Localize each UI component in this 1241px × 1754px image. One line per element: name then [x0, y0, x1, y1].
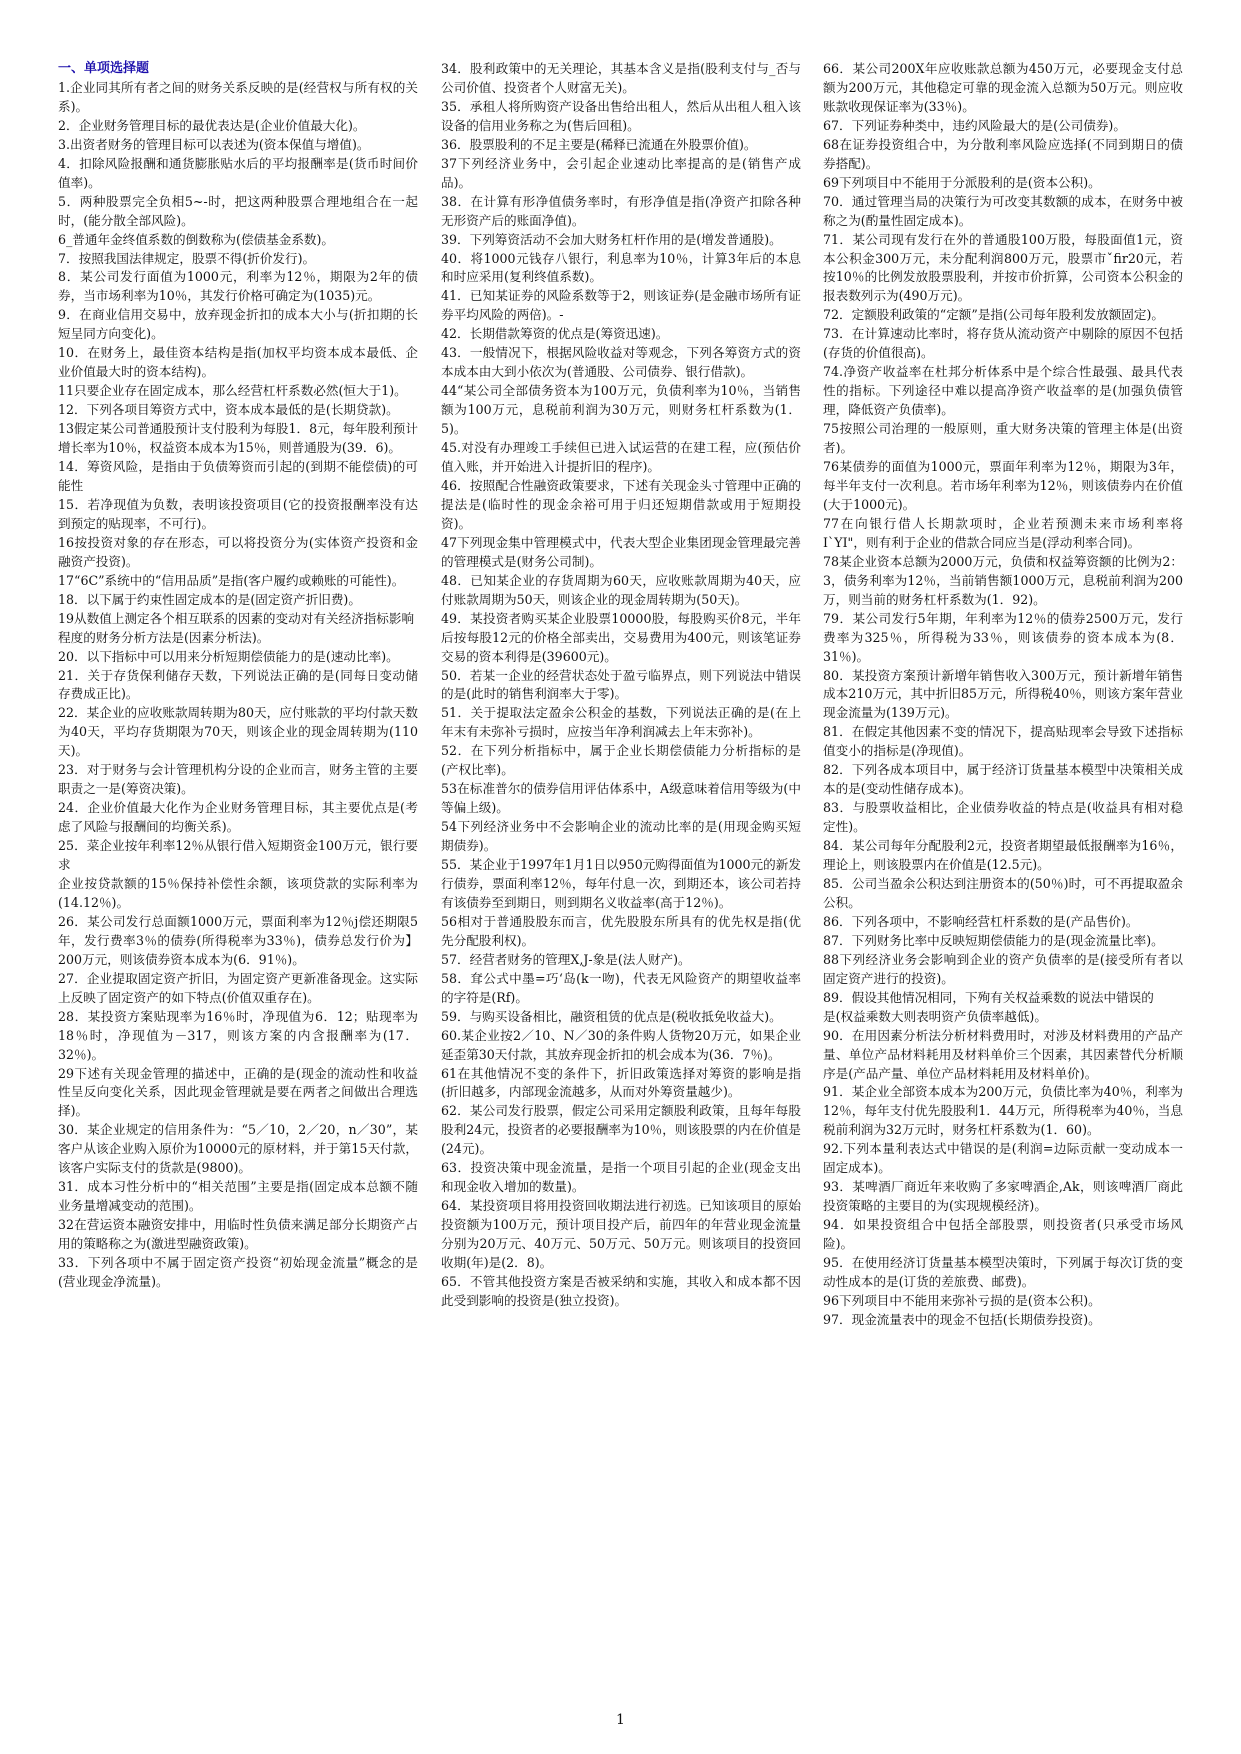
question-item: 57．经营者财务的管理X,J-象是(法人财产)。	[441, 951, 691, 967]
question-item: 97．现金流量表中的现金不包括(长期债券投资)。	[823, 1311, 1101, 1327]
question-item: 85．公司当盈余公积达到注册资本的(50％)时，可不再提取盈余公积。	[823, 875, 1183, 910]
question-item: 94．如果投资组合中包括全部股票，则投资者(只承受市场风险)。	[823, 1217, 1183, 1252]
question-item: 96下列项目中不能用来弥补亏损的是(资本公积)。	[823, 1292, 1101, 1308]
question-item: 47下列现金集中管理模式中，代表大型企业集团现金管理最完善的管理模式是(财务公司制)。	[441, 534, 801, 569]
question-item: 1.企业同其所有者之间的财务关系反映的是(经营权与所有权的关系)。	[58, 79, 418, 114]
document-page	[58, 60, 1183, 1700]
question-item: 41．已知某证券的风险系数等于2，则该证券(是金融市场所有证券平均风险的两倍)。-	[441, 288, 801, 323]
question-item: 12．下列各项目筹资方式中，资本成本最低的是(长期贷款)。	[58, 402, 399, 418]
question-item: 25．菜企业按年利率12％从银行借入短期资金100万元，银行要求	[58, 838, 418, 873]
question-item: 53在标准普尔的债券信用评估体系中，A级意味着信用等级为(中等偏上级)。	[441, 781, 801, 816]
question-item: 58．耷公式中墨=巧‘岛(k一吻)，代表无风险资产的期望收益率的字符是(Rf)。	[441, 970, 801, 1005]
question-item: 22．某企业的应收账款周转期为80天，应付账款的平均付款天数为40天，平均存货期限为70天，则该企业的现金周转期为(110天)。	[58, 705, 418, 759]
question-item: 29下述有关现金管理的描述中，正确的是(现金的流动性和收益性呈反向变化关系，因此现金管理就是要在两者之间做出合理选择)。	[58, 1065, 418, 1119]
question-item: 11只要企业存在固定成本，那么经营杠杆系数必然(恒大于1)。	[58, 383, 407, 399]
question-item: 37下列经济业务中，会引起企业速动比率提高的是(销售产成品)。	[441, 155, 801, 190]
question-item: 26．某公司发行总面额1000万元，票面利率为12％j偿还期限5年，发行费率3％的债券(所得税率为33％)，债券总发行价为】200万元，则该债券资本成本为(6．91％)。	[58, 913, 418, 967]
question-item: 19从数值上测定各个相互联系的因素的变动对有关经济指标影响	[58, 610, 415, 626]
question-item: 33．下列各项中不属于固定资产投资“初始现金流量”概念的是(营业现金净流量)。	[58, 1255, 418, 1289]
question-item: 44“某公司全部债务资本为100万元，负债利率为10％，当销售额为100万元，息税前利润为30万元，则财务杠杆系数为(1．5)。	[441, 383, 801, 437]
question-item: 21．关于存货保利储存天数，下列说法正确的是(同每日变动储存费成正比)。	[58, 667, 418, 702]
question-item: 88下列经济业务会影响到企业的资产负债率的是(接受所有者以固定资产进行的投资)。	[823, 951, 1183, 986]
question-item: 55．某企业于1997年1月1日以950元购得面值为1000元的新发行债券，票面利率12％，每年付息一次，到期还本，该公司若持有该债券至到期日，则到期名义收益率(高于12％)。	[441, 857, 801, 910]
question-item: 32在营运资本融资安排中，用临时性负债来满足部分长期资产占用的策略称之为(激进型融资政策)。	[58, 1217, 418, 1252]
question-item: 69下列项目中不能用于分派股利的是(资本公积)。	[823, 174, 1101, 190]
question-item: 65．不管其他投资方案是否被采纳和实施，其收入和成本都不因此受到影响的投资是(独立投资)。	[441, 1274, 801, 1308]
question-item: 49．某投资者购买某企业股票10000股，每股购买价8元，半年后按每股12元的价格全部卖出，交易费用为400元，则该笔证券交易的资本利得是(39600元)。	[441, 610, 801, 664]
question-item: 84．某公司每年分配股利2元，投资者期望最低报酬率为16％，理论上，则该股票内在价值是(12.5元)。	[823, 838, 1183, 873]
question-item: 5．两种股票完全负相5~-时，把这两种股票合理地组合在一起时，(能分散全部风险)。	[58, 193, 418, 228]
question-item: 51．关于提取法定盈余公积金的基数，下列说法正确的是(在上年末有未弥补亏损时，应按当年净利润减去上年末弥补)。	[441, 705, 801, 740]
question-item: 28．某投资方案贴现率为16％时，净现值为6．12；贴现率为18％时，净现值为－317，则该方案的内含报酬率为(17．32％)。	[58, 1008, 418, 1062]
question-item: 8．某公司发行面值为1000元，利率为12％，期限为2年的债券，当市场利率为10％，其发行价格可确定为(1035)元。	[58, 269, 418, 304]
question-list-right	[823, 60, 1183, 1330]
question-item: 13假定某公司普通股预计支付股利为每股1．8元，每年股利预计增长率为10％，权益资本成本为15％，则普通股为(39．6)。	[58, 421, 418, 456]
question-item: 54下列经济业务中不会影响企业的流动比率的是(用现金购买短期债券)。	[441, 819, 801, 854]
question-item: 14．筹资风险，是指由于负债筹资而引起的(到期不能偿债)的可能性	[58, 459, 418, 493]
question-item: 71．某公司现有发行在外的普通股100万股，每股面值1元，资本公积金300万元，未分配利润800万元，股票市ˇfir20元，若按10％的比例发放股票股利，并按市价折算，公司资本公积金的报表数列示为(490万元)。	[823, 231, 1183, 304]
question-item: 56相对于普通股股东而言，优先股股东所具有的优先权是指(优先分配股利权)。	[441, 913, 801, 948]
question-item: 90．在用因素分析法分析材料费用时，对涉及材料费用的产品产量、单位产品材料耗用及材料单价三个因素，其因素替代分析顺序是(产品产量、单位产品材料耗用及材料单价)。	[823, 1027, 1183, 1081]
question-item: 35．承租人将所购资产设备出售给出租人，然后从出租人租入该设备的信用业务称之为(售后回租)。	[441, 98, 801, 133]
question-item: 67．下列证券种类中，违约风险最大的是(公司债券)。	[823, 117, 1126, 133]
question-item: 48．已知某企业的存货周期为60天，应收账款周期为40天，应付账款周期为50天，则该企业的现金周转期为(50天)。	[441, 572, 801, 607]
question-item: 31．成本习性分析中的“相关范围”主要是指(固定成本总额不随业务量增减变动的范围)。	[58, 1179, 418, 1214]
question-item: 75按照公司治理的一般原则，重大财务决策的管理主体是(出资者)。	[823, 421, 1183, 456]
question-item: 20．以下指标中可以用来分析短期偿债能力的是(速动比率)。	[58, 648, 399, 664]
page-number: 1	[616, 1712, 625, 1728]
question-item: 92.下列本量利表达式中错误的是(利润=边际贡献一变动成本一固定成本)。	[823, 1141, 1183, 1176]
question-item: 70．通过管理当局的决策行为可改变其数额的成本，在财务中被称之为(酌量性固定成本)。	[823, 193, 1183, 228]
question-item: 87．下列财务比率中反映短期偿债能力的是(现金流量比率)。	[823, 932, 1164, 948]
question-item: 95．在使用经济订货量基本模型决策时，下列属于每次订货的变动性成本的是(订货的差旅费、邮费)。	[823, 1255, 1183, 1289]
question-item: 39．下列筹资活动不会加大财务杠杆作用的是(增发普通股)。	[441, 231, 782, 247]
question-item: 62．某公司发行股票，假定公司采用定额股利政策，且每年每股股利24元，投资者的必要报酬率为10％，则该股票的内在价值是(24元)。	[441, 1103, 801, 1157]
question-item: 45.对没有办理竣工手续但已进入试运营的在建工程，应(预估价值入账，并开始进入计提折旧的程序)。	[441, 440, 801, 475]
question-list-middle	[441, 60, 801, 1311]
question-item: 程度的财务分析方法是(因素分析法)。	[58, 629, 270, 645]
question-item: 4．扣除风险报酬和通货膨胀贴水后的平均报酬率是(货币时间价值率)。	[58, 155, 418, 190]
question-item: 46．按照配合性融资政策要求，下述有关现金头寸管理中正确的提法是(临时性的现金余裕可用于归还短期借款或用于短期投资)。	[441, 477, 801, 531]
column-left	[58, 60, 418, 1292]
question-item: 43．一般情况下，根据风险收益对等观念，下列各筹资方式的资本成本由大到小依次为(普通股、公司债券、银行借款)。	[441, 345, 801, 380]
question-item: 63．投资决策中现金流量，是指一个项目引起的企业(现金支出和现金收入增加的数量)。	[441, 1160, 801, 1195]
question-item: 7．按照我国法律规定，股票不得(折价发行)。	[58, 250, 316, 266]
question-item: 64．某投资项目将用投资回收期法进行初选。已知该项目的原始投资额为100万元，预计项目投产后，前四年的年营业现金流量分别为20万元、40万元、50万元、50万元。则该项目的投资回收期(年)是(2．8)。	[441, 1198, 801, 1271]
question-item: 27．企业提取固定资产折旧，为固定资产更新准备现金。这实际上反映了固定资产的如下特点(价值双重存在)。	[58, 970, 418, 1005]
question-item: 42．长期借款筹资的优点是(筹资迅速)。	[441, 326, 669, 342]
question-item: 59．与购买设备相比，融资租赁的优点是(税收抵免收益大)。	[441, 1008, 782, 1024]
question-item: 79．某公司发行5年期，年利率为12％的债券2500万元，发行费率为325％，所得税为33％，则该债券的资本成本为(8．31％)。	[823, 610, 1183, 664]
question-list-left	[58, 79, 418, 1292]
question-item: 61在其他情况不变的条件下，折旧政策选择对筹资的影响是指(折旧越多，内部现金流越多，从而对外筹资量越少)。	[441, 1065, 801, 1100]
column-right	[823, 60, 1183, 1330]
question-item: 83．与股票收益相比，企业债券收益的特点是(收益具有相对稳定性)。	[823, 800, 1183, 835]
question-item: 78某企业资本总额为2000万元，负债和权益筹资额的比例为2：3，债务利率为12％，当前销售额1000万元，息税前利润为200万，则当前的财务杠杆系数为(1．92)。	[823, 553, 1183, 607]
question-item: 10．在财务上，最佳资本结构是指(加权平均资本成本最低、企业价值最大时的资本结构)。	[58, 345, 418, 380]
question-item: 52．在下列分析指标中，属于企业长期偿债能力分析指标的是(产权比率)。	[441, 743, 801, 778]
question-item: 企业按贷款额的15％保持补偿性余额，该项贷款的实际利率为(14.12％)。	[58, 875, 418, 910]
question-item: 68在证券投资组合中，为分散利率风险应选择(不同到期日的债券搭配)。	[823, 136, 1183, 171]
question-item: 82．下列各成本项目中，属于经济订货量基本模型中决策相关成本的是(变动性储存成本)。	[823, 762, 1183, 797]
question-item: 80．某投资方案预计新增年销售收入300万元，预计新增年销售成本210万元，其中折旧85万元，所得税40％，则该方案年营业现金流量为(139万元)。	[823, 667, 1183, 721]
question-item: 6_普通年金终值系数的倒数称为(偿债基金系数)。	[58, 231, 335, 247]
question-item: 38．在计算有形净值债务率时，有形净值是指(净资产扣除各种无形资产后的账面净值)。	[441, 193, 801, 228]
question-item: 81．在假定其他因素不变的情况下，提高贴现率会导致下述指标值变小的指标是(净现值)。	[823, 724, 1183, 759]
question-item: 15．若净现值为负数，表明该投资项目(它的投资报酬率没有达到预定的贴现率，不可行)。	[58, 496, 418, 531]
question-item: 89．假设其他情况相同，下殉有关权益乘数的说法中错误的	[823, 989, 1154, 1005]
question-item: 24．企业价值最大化作为企业财务管理目标，其主要优点是(考虑了风险与报酬间的均衡关系)。	[58, 800, 418, 835]
question-item: 23．对于财务与会计管理机构分设的企业而言，财务主管的主要职责之一是(筹资决策)。	[58, 762, 418, 797]
question-item: 18．以下属于约束性固定成本的是(固定资产折旧费)。	[58, 591, 361, 607]
question-item: 73．在计算速动比率时，将存货从流动资产中剔除的原因不包括(存货的价值很高)。	[823, 326, 1183, 361]
question-item: 86．下列各项中，不影响经营杠杆系数的是(产品售价)。	[823, 913, 1139, 929]
question-item: 3.出资者财务的管理目标可以表述为(资本保值与增值)。	[58, 136, 370, 152]
question-item: 是(权益乘数大则表明资产负债率越低)。	[823, 1008, 1047, 1024]
section-title: 一、单项选择题	[58, 61, 150, 76]
question-item: 34．股利政策中的无关理论，其基本含义是指(股利支付与_否与公司价值、投资者个人财富无关)。	[441, 61, 801, 95]
question-item: 36．股票股利的不足主要是(稀释已流通在外股票价值)。	[441, 136, 757, 152]
question-item: 74.净资产收益率在杜邦分析体系中是个综合性最强、最具代表性的指标。下列途径中难以提高净资产收益率的是(加强负债管理，降低资产负债率)。	[823, 364, 1183, 418]
question-item: 9．在商业信用交易中，放弃现金折扣的成本大小与(折扣期的长短呈同方向变化)。	[58, 307, 418, 342]
question-item: 16按投资对象的存在形态，可以将投资分为(实体资产投资和金融资产投资)。	[58, 534, 418, 569]
question-item: 76某债券的面值为1000元，票面年利率为12％，期限为3年，每半年支付一次利息。若市场年利率为12％，则该债券内在价值(大于1000元)。	[823, 459, 1183, 512]
question-item: 60.某企业按2／10、N／30的条件购人货物20万元，如果企业延歪第30天付款，其放弃现金折扣的机会成本为(36．7％)。	[441, 1027, 801, 1062]
question-item: 93．某啤酒厂商近年来收购了多家啤酒企,Ak，则该啤酒厂商此投资策略的主要目的为(实现规模经济)。	[823, 1179, 1183, 1214]
question-item: 72．定额股利政策的“定额”是指(公司每年股利发放额固定)。	[823, 307, 1164, 323]
question-item: 66．某公司200X年应收账款总额为450万元，必要现金支付总额为200万元，其他稳定可靠的现金流入总额为50万元。则应收账款收现保证率为(33％)。	[823, 61, 1183, 114]
question-item: 17“6C”系统中的“信用品质”是指(客户履约或赖账的可能性)。	[58, 572, 405, 588]
question-item: 77在向银行借人长期款项时，企业若预测未来市场利率将I`YI"，则有利于企业的借款合同应当是(浮动利率合同)。	[823, 515, 1183, 550]
column-middle	[441, 60, 801, 1311]
question-item: 91．某企业全部资本成本为200万元，负债比率为40％，利率为12％，每年支付优先股股利1．44万元，所得税率为40％，当息税前利润为32万元时，财务杠杆系数为(1．60)。	[823, 1084, 1183, 1138]
question-item: 2．企业财务管理目标的最优表达是(企业价值最大化)。	[58, 117, 366, 133]
question-item: 40．将1000元钱存八银行，利息率为10％，计算3年后的本息和时应采用(复利终值系数)。	[441, 250, 801, 285]
question-item: 50．若某一企业的经营状态处于盈亏临界点，则下列说法中错误的是(此时的销售利润率大于零)。	[441, 667, 801, 702]
question-item: 30．某企业规定的信用条件为：“5／10，2／20，n／30”，某客户从该企业购入原价为10000元的原材料，并于第15天付款，该客户实际支付的货款是(9800)。	[58, 1122, 418, 1176]
